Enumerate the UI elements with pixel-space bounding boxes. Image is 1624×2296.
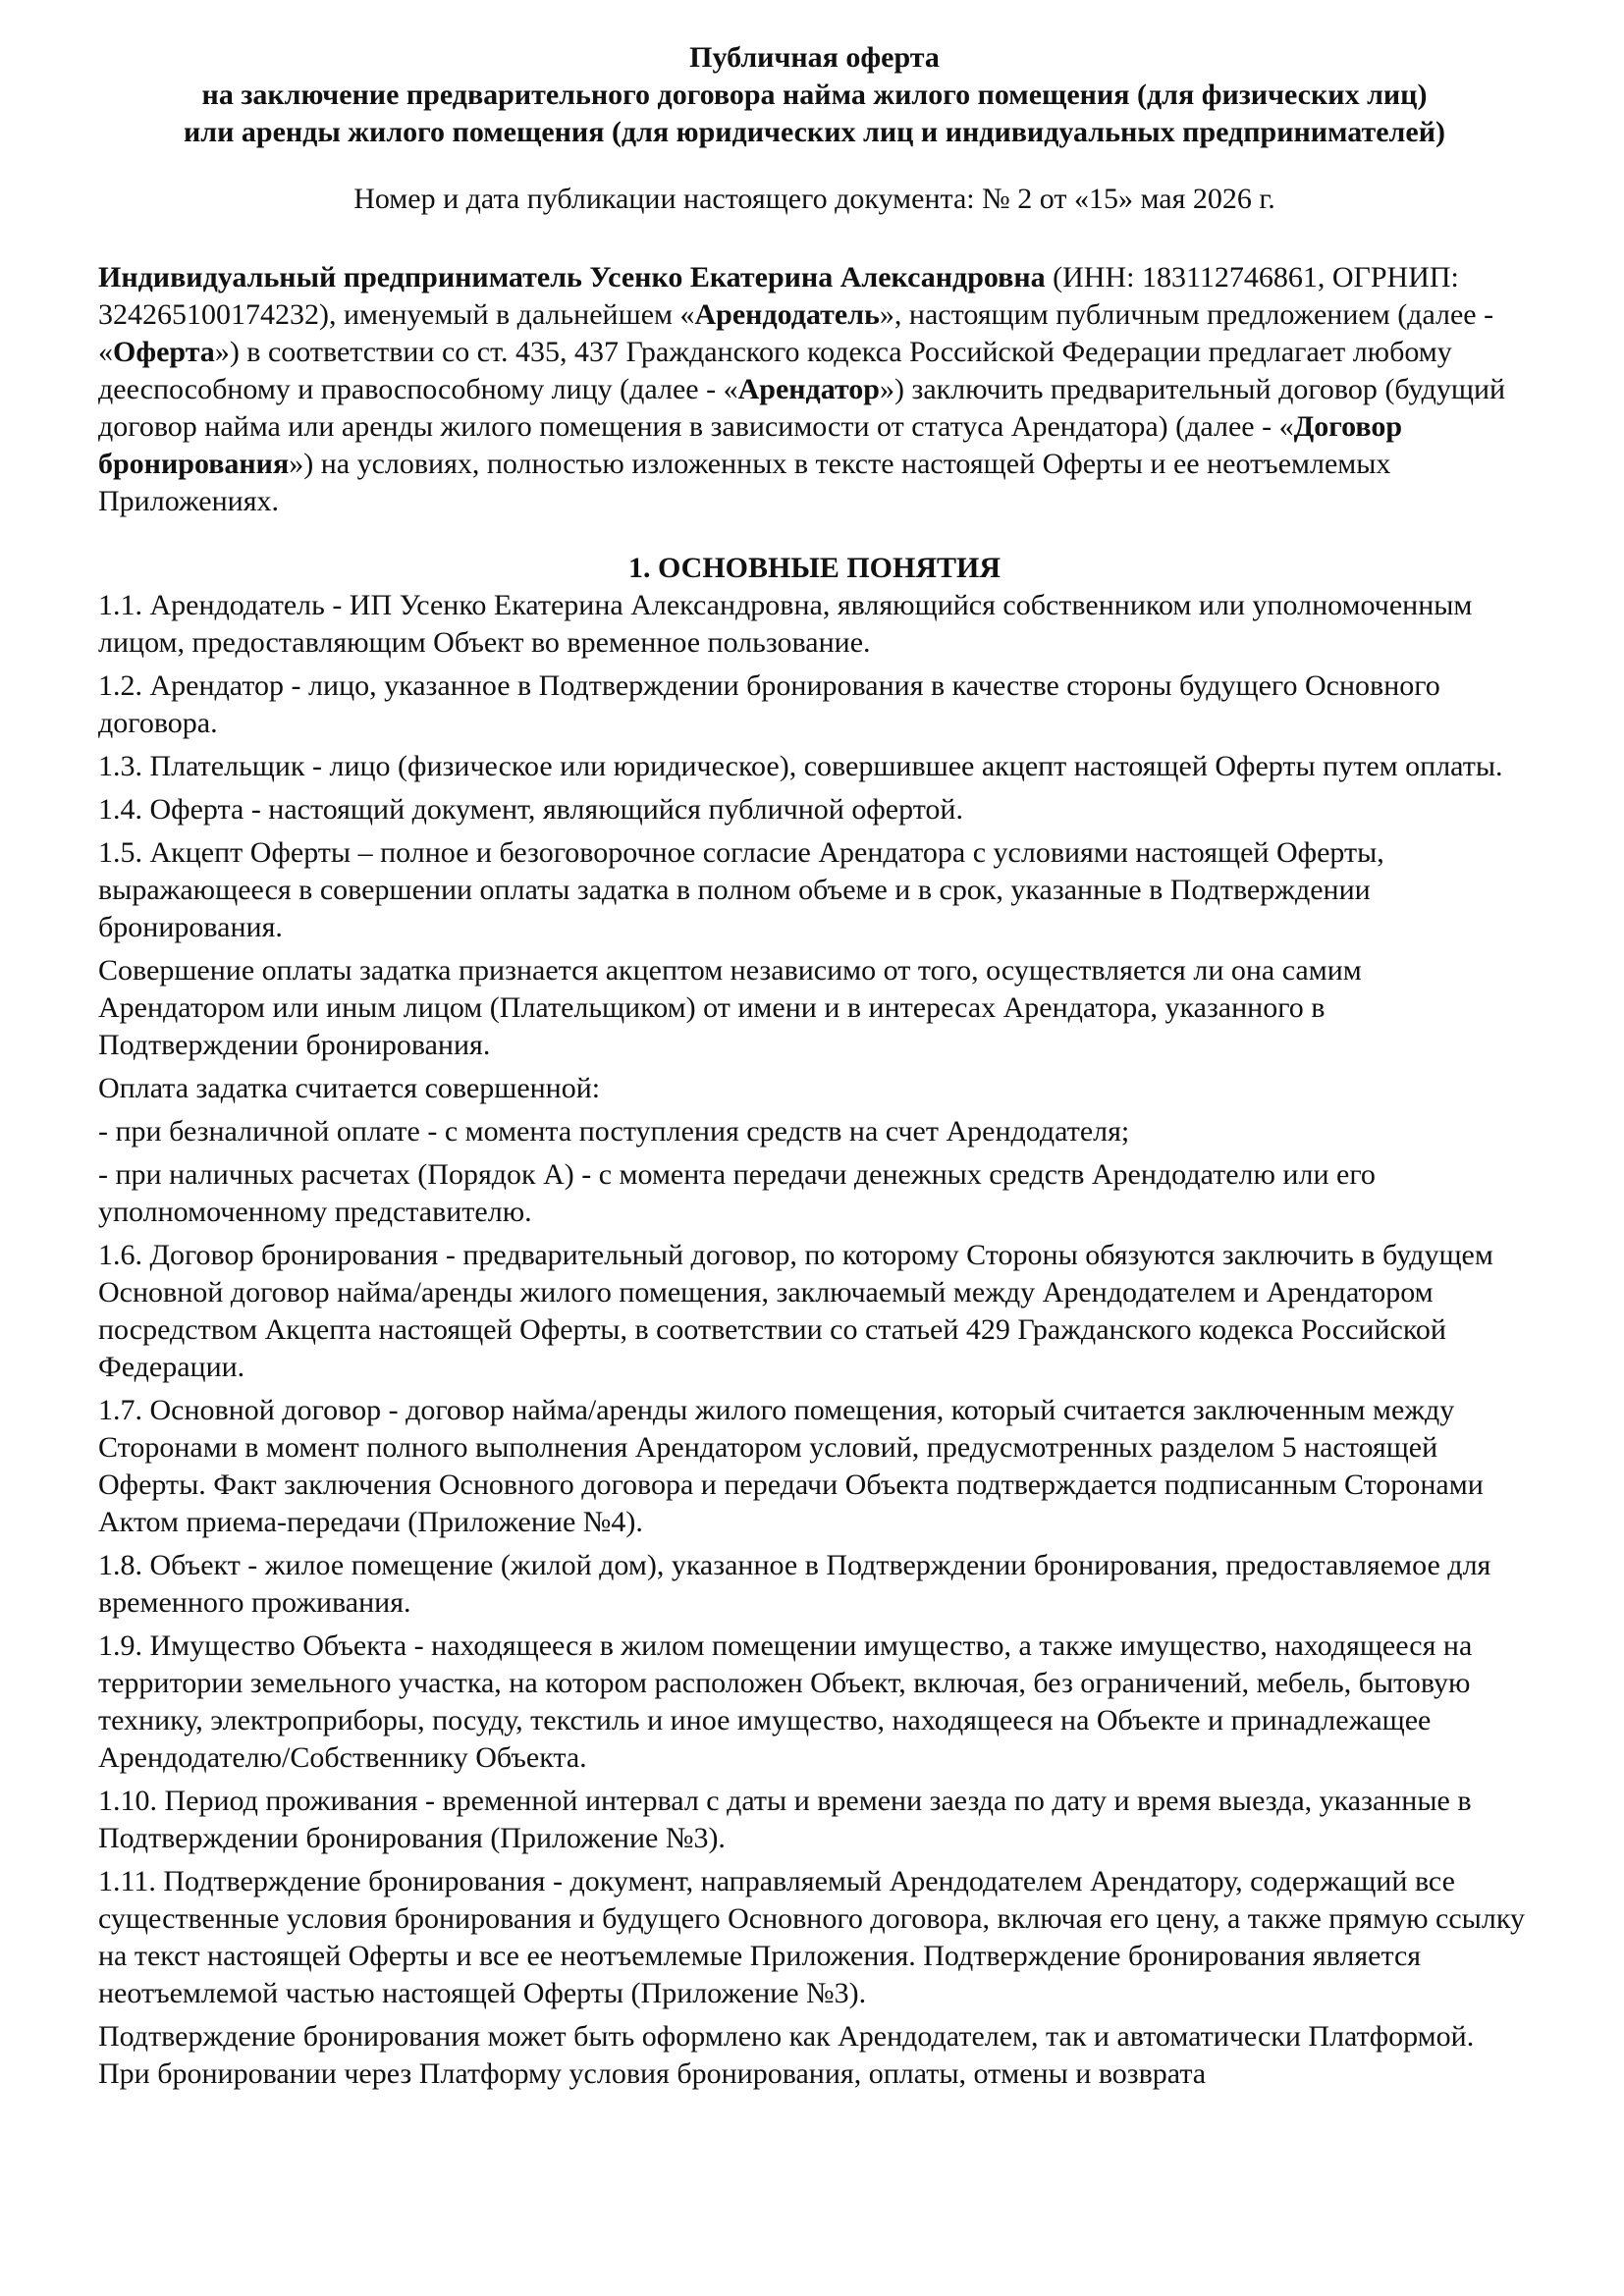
paragraph-1-11: 1.11. Подтверждение бронирования - документ, направляемый Арендодателем Арендатору, содержащий все существенные условия бронирования и будущего Основного договора, включая его цену, а также прямую ссылку на текст настоящей Оферты и все ее неотъемлемые Приложения. Подтверждение бронирования является неотъемлемой частью настоящей Оферты (Приложение №3). xyxy=(98,1865,1525,2009)
landlord-name: Индивидуальный предприниматель Усенко Екатерина Александровна xyxy=(98,261,1046,294)
paragraph-1-10: 1.10. Период проживания - временной интервал с даты и времени заезда по дату и время выезда, указанные в Подтверждении бронирования (Приложение №3). xyxy=(98,1785,1472,1854)
term-landlord: Арендодатель xyxy=(694,298,880,331)
intro-text-3: ») в соответствии со ст. 435, 437 Гражданского кодекса Российской Федерации предлагает любому дееспособному и правоспособному лицу (далее - « xyxy=(98,336,1452,405)
intro-text-4: ») заключить предварительный договор (будущий договор найма или аренды жилого помещения в зависимости от статуса Арендатора) (далее - « xyxy=(98,373,1506,443)
term-booking-agreement: Договор бронирования xyxy=(98,410,1403,480)
paragraph-1-1: 1.1. Арендодатель - ИП Усенко Екатерина Александровна, являющийся собственником или уполномоченным лицом, предоставляющим Объект во временное пользование. xyxy=(98,589,1473,659)
intro-text-2: », настоящим публичным предложением (далее - « xyxy=(98,298,1494,368)
paragraph-payment-cash: - при наличных расчетах (Порядок А) - с момента передачи денежных средств Арендодателю или его уполномоченному представителю. xyxy=(98,1158,1376,1228)
section-body xyxy=(98,587,1531,2093)
paragraph-1-8: 1.8. Объект - жилое помещение (жилой дом), указанное в Подтверждении бронирования, предоставляемое для временного проживания. xyxy=(98,1549,1491,1619)
paragraph-payment-intro: Оплата задатка считается совершенной: xyxy=(98,1072,601,1104)
paragraph-1-9: 1.9. Имущество Объекта - находящееся в жилом помещении имущество, а также имущество, находящееся на территории земельного участка, на котором расположен Объект, включая, без ограничений, мебель, бытовую технику, электроприборы, посуду, текстиль и иное имущество, находящееся на Объекте и принадлежащее Арендодателю/Собственнику Объекта. xyxy=(98,1629,1473,1774)
document-title xyxy=(98,39,1531,151)
paragraph-1-4: 1.4. Оферта - настоящий документ, являющийся публичной офертой. xyxy=(98,793,963,826)
section-heading: 1. ОСНОВНЫЕ ПОНЯТИЯ xyxy=(627,552,1001,584)
term-offer: Оферта xyxy=(113,336,215,368)
paragraph-1-2: 1.2. Арендатор - лицо, указанное в Подтверждении бронирования в качестве стороны будущего Основного договора. xyxy=(98,669,1440,739)
intro-text-1: (ИНН: 183112746861, ОГРНИП: 324265100174232), именуемый в дальнейшем « xyxy=(98,261,1459,331)
title-line-1: Публичная оферта xyxy=(689,41,940,74)
term-tenant: Арендатор xyxy=(737,373,880,405)
intro-paragraph xyxy=(98,259,1531,520)
paragraph-booking-platform: Подтверждение бронирования может быть оформлено как Арендодателем, так и автоматически Платформой. При бронировании через Платформу условия бронирования, оплаты, отмены и возврата xyxy=(98,2020,1475,2090)
paragraph-payment-cashless: - при безналичной оплате - с момента поступления средств на счет Арендодателя; xyxy=(98,1115,1130,1148)
paragraph-1-6: 1.6. Договор бронирования - предварительный договор, по которому Стороны обязуются заключить в будущем Основной договор найма/аренды жилого помещения, заключаемый между Арендодателем и Арендатором посредством Акцепта настоящей Оферты, в соответствии со статьей 429 Гражданского кодекса Российской Федерации. xyxy=(98,1239,1493,1383)
intro-text-5: ») на условиях, полностью изложенных в тексте настоящей Оферты и ее неотъемлемых Приложениях. xyxy=(98,448,1391,517)
title-line-2: на заключение предварительного договора найма жилого помещения (для физических лиц) xyxy=(201,79,1428,111)
publication-info: Номер и дата публикации настоящего документа: № 2 от «15» мая 2026 г. xyxy=(353,183,1275,215)
paragraph-1-3: 1.3. Плательщик - лицо (физическое или юридическое), совершившее акцепт настоящей Оферты путем оплаты. xyxy=(98,750,1503,782)
paragraph-acceptance-note: Совершение оплаты задатка признается акцептом независимо от того, осуществляется ли она самим Арендатором или иным лицом (Плательщиком) от имени и в интересах Арендатора, указанного в Подтверждении бронирования. xyxy=(98,954,1362,1061)
title-line-3: или аренды жилого помещения (для юридических лиц и индивидуальных предпринимателей) xyxy=(184,116,1445,148)
paragraph-1-5: 1.5. Акцепт Оферты – полное и безоговорочное согласие Арендатора с условиями настоящей Оферты, выражающееся в совершении оплаты задатка в полном объеме и в срок, указанные в Подтверждении бронирования. xyxy=(98,836,1384,943)
paragraph-1-7: 1.7. Основной договор - договор найма/аренды жилого помещения, который считается заключенным между Сторонами в момент полного выполнения Арендатором условий, предусмотренных разделом 5 настоящей Оферты. Факт заключения Основного договора и передачи Объекта подтверждается подписанным Сторонами Актом приема-передачи (Приложение №4). xyxy=(98,1394,1484,1538)
